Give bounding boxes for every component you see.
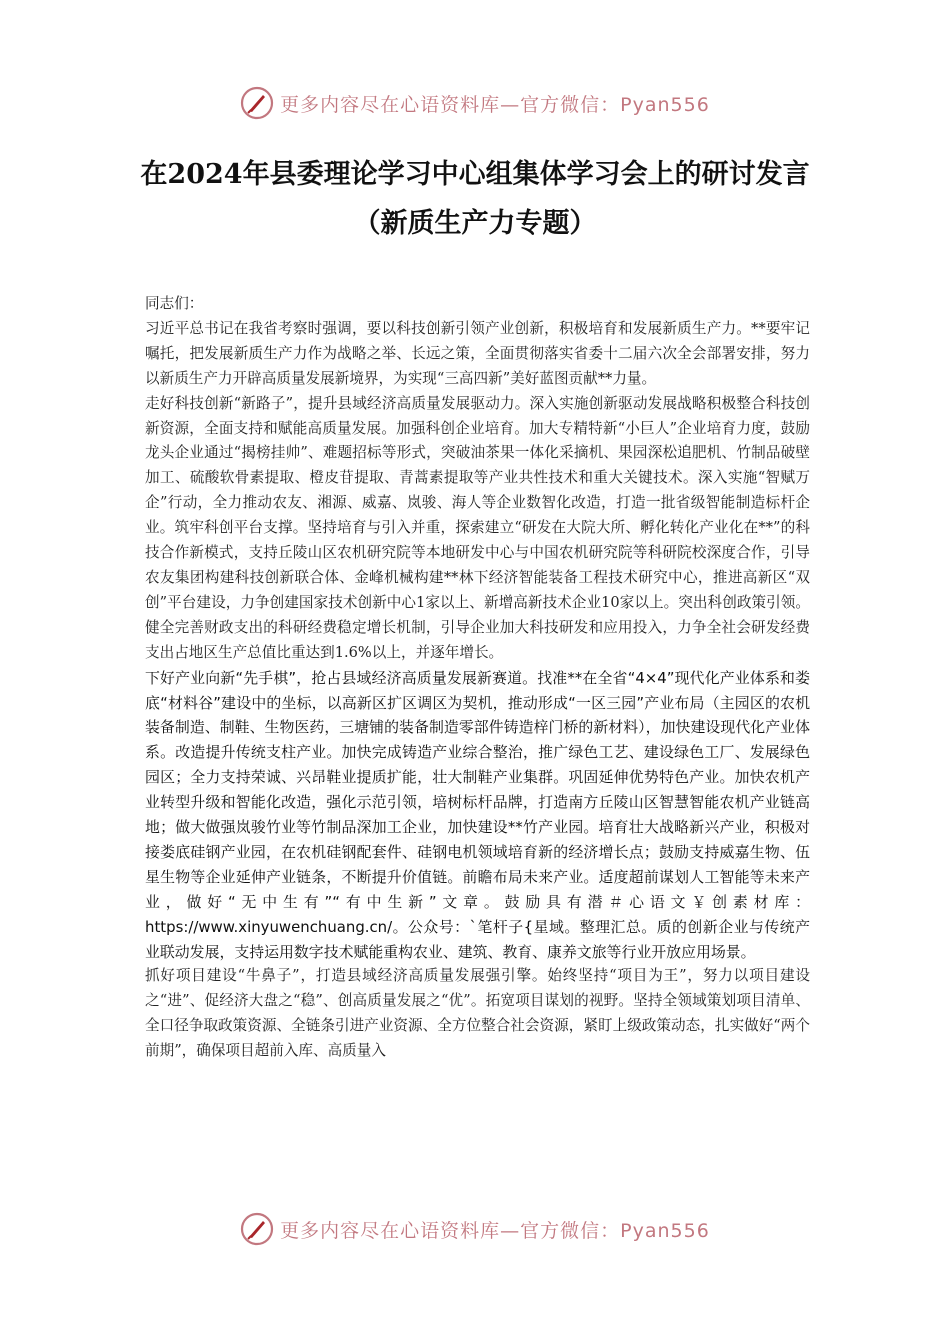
quill-logo-icon	[240, 1212, 274, 1246]
paragraph-industry: 下好产业向新“先手棋”，抢占县域经济高质量发展新赛道。找准**在全省“4×4”现代化产业体系和娄底“材料谷”建设中的坐标，以高新区扩区调区为契机，推动形成“一区三园”产业布局（主园区的农机装备制造、制鞋、生物医药，三塘铺的装备制造零部件铸造梓门桥的新材料），加快建设现代化产业体系。改造提升传统支柱产业。加快完成铸造产业综合整治，推广绿色工艺、建设绿色工厂、发展绿色园区；全力支持荣诚、兴昂鞋业提质扩能，壮大制鞋产业集群。巩固延伸优势特色产业。加快农机产业转型升级和智能化改造，强化示范引领，培树标杆品牌，打造南方丘陵山区智慧智能农机产业链高地；做大做强岚骏竹业等竹制品深加工企业，加快建设**竹产业园。培育壮大战略新兴产业，积极对接娄底硅钢产业园，在农机硅钢配套件、硅钢电机领域培育新的经济增长点；鼓励支持威嘉生物、伍星生物等企业延伸产业链条，不断提升价值链。前瞻布局未来产业。适度超前谋划人工智能等未来产业，做好“无中生有”“有中生新”文章。鼓励具有潜＃心语文￥创素材库：https://www.xinyuwenchuang.cn/。公众号：`笔杆子{星域。整理汇总。质的创新企业与传统产业联动发展，支持运用数字技术赋能重构农业、建筑、教育、康养文旅等行业开放应用场景。	[145, 668, 810, 961]
banner-text: 更多内容尽在心语资料库—官方微信：Pyan556	[280, 93, 710, 116]
paragraph-intro: 习近平总书记在我省考察时强调，要以科技创新引领产业创新，积极培育和发展新质生产力。**要牢记嘱托，把发展新质生产力作为战略之举、长远之策，全面贯彻落实省委十二届六次全会部署安排，努力以新质生产力开辟高质量发展新境界，为实现“三高四新”美好蓝图贡献**力量。	[145, 319, 810, 387]
banner-text: 更多内容尽在心语资料库—官方微信：Pyan556	[280, 1219, 710, 1242]
salutation: 同志们：	[145, 295, 204, 312]
wechat-id: Pyan556	[620, 93, 710, 116]
quill-logo-icon	[240, 86, 274, 120]
document-title: 在2024年县委理论学习中心组集体学习会上的研讨发言（新质生产力专题）	[140, 159, 810, 239]
paragraph-projects: 抓好项目建设“牛鼻子”，打造县域经济高质量发展强引擎。始终坚持“项目为王”，努力以项目建设之“进”、促经济大盘之“稳”、创高质量发展之“优”。拓宽项目谋划的视野。坚持全领域策划项目清单、全口径争取政策资源、全链条引进产业资源、全方位整合社会资源，紧盯上级政策动态，扎实做好“两个前期”，确保项目超前入库、高质量入	[145, 967, 810, 1060]
paragraph-tech-innovation: 走好科技创新“新路子”，提升县域经济高质量发展驱动力。深入实施创新驱动发展战略积极整合科技创新资源，全面支持和赋能高质量发展。加强科创企业培育。加大专精特新“小巨人”企业培育力度，鼓励龙头企业通过“揭榜挂帅”、难题招标等形式，突破油茶果一体化采摘机、果园深松追肥机、竹制品破壁加工、硫酸软骨素提取、橙皮苷提取、青蒿素提取等产业共性技术和重大关键技术。深入实施“智赋万企”行动，全力推动农友、湘源、威嘉、岚骏、海人等企业数智化改造，打造一批省级智能制造标杆企业。筑牢科创平台支撑。坚持培育与引入并重，探索建立“研发在大院大所、孵化转化产业化在**”的科技合作新模式，支持丘陵山区农机研究院等本地研发中心与中国农机研究院等科研院校深度合作，引导农友集团构建科技创新联合体、金峰机械构建**林下经济智能装备工程技术研究中心，推进高新区“双创”平台建设，力争创建国家技术创新中心1家以上、新增高新技术企业10家以上。突出科创政策引领。健全完善财政支出的科研经费稳定增长机制，引导企业加大科技研发和应用投入，力争全社会研发经费支出占地区生产总值比重达到1.6%以上，并逐年增长。	[145, 394, 810, 661]
footer-banner	[0, 1207, 950, 1251]
document-body	[145, 292, 810, 1064]
header-banner	[0, 81, 950, 125]
wechat-id: Pyan556	[620, 1219, 710, 1242]
